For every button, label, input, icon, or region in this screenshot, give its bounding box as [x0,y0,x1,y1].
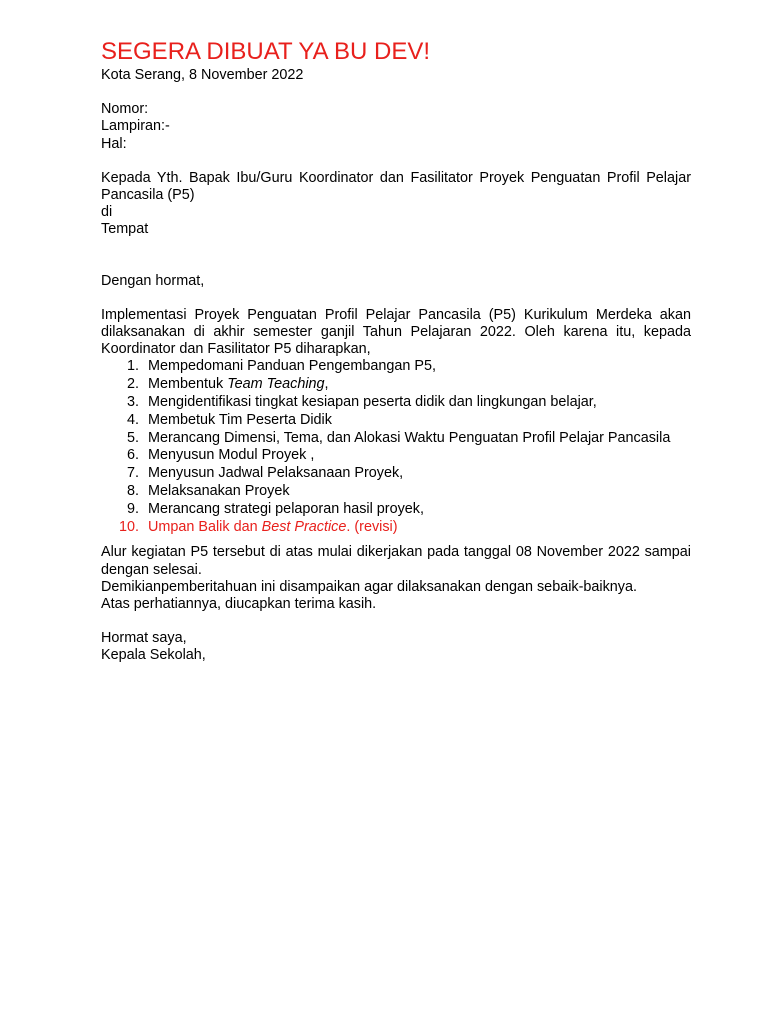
list-item-revisi [101,519,691,537]
list-item [101,412,691,430]
greeting: Dengan hormat, [101,272,205,289]
page-title: SEGERA DIBUAT YA BU DEV! [101,38,431,65]
signoff-line-2: Kepala Sekolah, [101,647,206,664]
list-item-text: Membetuk Tim Peserta Didik [148,411,332,428]
list-item-text: Menyusun Modul Proyek , [148,447,315,464]
list-item [101,358,691,376]
list-number: 1. [126,358,139,375]
list-item-emphasis: Team Teaching [227,376,325,393]
recipient-line: Kepada Yth. Bapak Ibu/Guru Koordinator dan Fasilitator Proyek Penguatan Profil Pelajar Pancasila (P5) [101,169,691,204]
instruction-list [101,358,691,536]
list-number: 4. [126,411,139,428]
list-item-emphasis: Best Practice [261,518,347,535]
list-number: 9. [126,500,139,517]
list-number: 2. [126,376,139,393]
recipient-tempat: Tempat [101,221,149,238]
nomor-field: Nomor: [101,101,149,118]
list-item [101,447,691,465]
recipient-di: di [101,204,113,221]
list-item-text: . (revisi) [346,518,398,535]
list-item-text: Melaksanakan Proyek [148,483,290,500]
list-number: 3. [126,394,139,411]
lampiran-field: Lampiran:- [101,118,170,135]
place-date: Kota Serang, 8 November 2022 [101,67,304,83]
list-item-text: Membentuk [148,376,228,393]
list-item [101,394,691,412]
closing-paragraph-2: Demikianpemberitahuan ini disampaikan agar dilaksanakan dengan sebaik-baiknya. [101,578,637,595]
list-number: 8. [126,483,139,500]
list-item-text: Mempedomani Panduan Pengembangan P5, [148,358,437,375]
list-item-text: Umpan Balik dan [148,518,262,535]
list-item [101,465,691,483]
list-item-text: , [324,376,329,393]
list-number: 5. [126,429,139,446]
closing-paragraph-3: Atas perhatiannya, diucapkan terima kasih. [101,596,377,613]
letter-page [101,38,691,665]
list-item-text: Mengidentifikasi tingkat kesiapan peserta didik dan lingkungan belajar, [148,394,597,411]
list-item-text: Merancang Dimensi, Tema, dan Alokasi Waktu Penguatan Profil Pelajar Pancasila [148,429,671,446]
intro-paragraph: Implementasi Proyek Penguatan Profil Pelajar Pancasila (P5) Kurikulum Merdeka akan dilaksanakan di akhir semester ganjil Tahun Pelajaran 2022. Oleh karena itu, kepada Koordinator dan Fasilitator P5 diharapkan, [101,306,691,358]
signoff-line-1: Hormat saya, [101,630,187,647]
list-item [101,376,691,394]
hal-field: Hal: [101,135,127,152]
list-item-text: Merancang strategi pelaporan hasil proyek, [148,500,424,517]
list-item [101,483,691,501]
list-item-text: Menyusun Jadwal Pelaksanaan Proyek, [148,465,404,482]
list-item [101,430,691,448]
closing-paragraph-1: Alur kegiatan P5 tersebut di atas mulai dikerjakan pada tanggal 08 November 2022 sampai dengan selesai. [101,544,691,578]
list-number: 6. [126,447,139,464]
list-number: 10. [118,518,139,535]
list-number: 7. [126,465,139,482]
list-item [101,501,691,519]
